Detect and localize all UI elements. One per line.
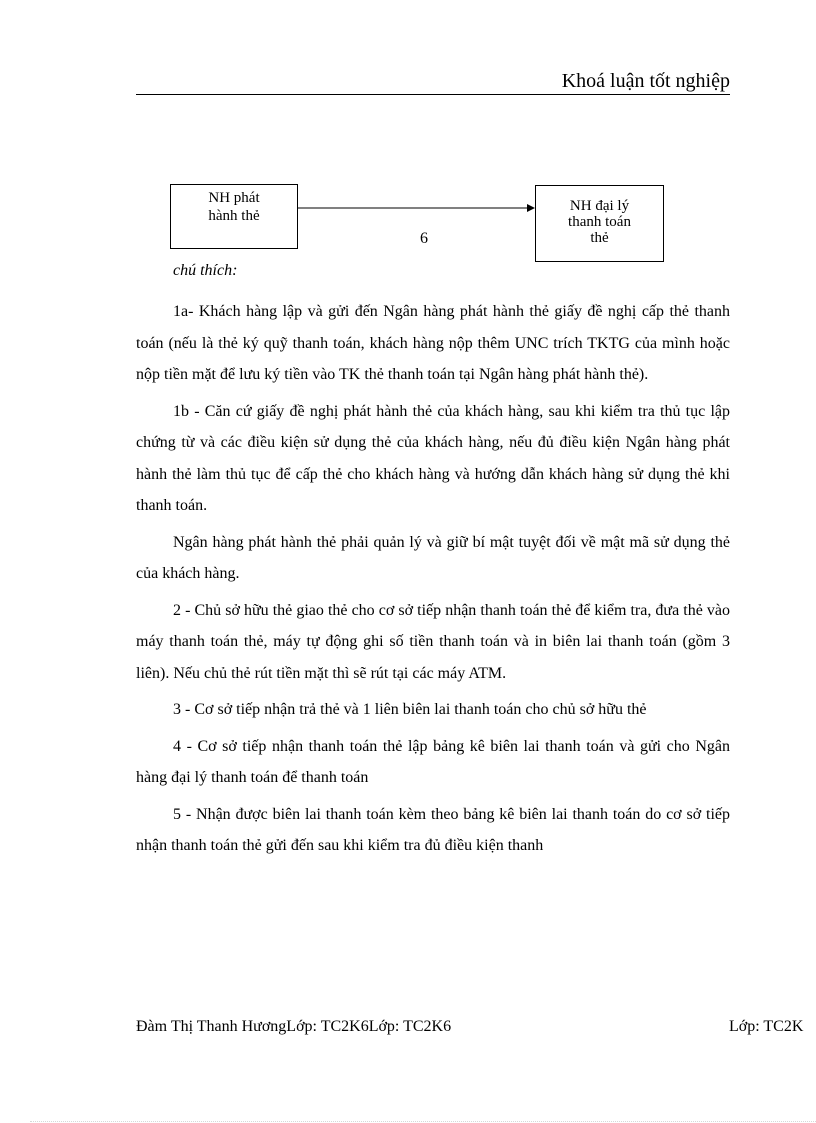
diagram-caption: chú thích: (173, 262, 238, 279)
box-agent-bank (535, 185, 664, 262)
paragraph: 3 - Cơ sở tiếp nhận trả thẻ và 1 liên biên lai thanh toán cho chủ sở hữu thẻ (173, 701, 647, 718)
flow-step-label: 6 (420, 230, 428, 247)
flow-arrow (298, 200, 538, 216)
box-issuing-bank-line2: hành thẻ (208, 208, 260, 224)
footer-author: Đàm Thị Thanh HươngLớp: TC2K6Lớp: TC2K6 (136, 1018, 452, 1035)
page-header-title: Khoá luận tốt nghiệp (561, 70, 730, 92)
header-rule (136, 94, 730, 95)
box-agent-bank-line2: thanh toán (568, 214, 631, 230)
box-issuing-bank (170, 184, 298, 249)
paragraph: 2 - Chủ sở hữu thẻ giao thẻ cho cơ sở tiếp nhận thanh toán thẻ để kiểm tra, đưa thẻ vào máy thanh toán thẻ, máy tự động ghi số tiền thanh toán và in biên lai thanh toán (gồm 3 liên). Nếu chủ thẻ rút tiền mặt thì sẽ rút tại các máy ATM. (136, 601, 730, 682)
box-agent-bank-line1: NH đại lý (569, 198, 630, 214)
paragraph: 5 - Nhận được biên lai thanh toán kèm theo bảng kê biên lai thanh toán do cơ sở tiếp nhận thanh toán thẻ gửi đến sau khi kiểm tra đủ điều kiện thanh (136, 805, 730, 854)
box-agent-bank-line3: thẻ (590, 230, 609, 246)
footer-class: Lớp: TC2K (729, 1018, 804, 1035)
flow-arrow-head (527, 204, 535, 212)
page-bottom-border (30, 1121, 816, 1122)
body-text (136, 296, 730, 867)
paragraph: 1a- Khách hàng lập và gửi đến Ngân hàng phát hành thẻ giấy đề nghị cấp thẻ thanh toán (nếu là thẻ ký quỹ thanh toán, khách hàng nộp thêm UNC trích TKTG của mình hoặc nộp tiền mặt để lưu ký tiền vào TK thẻ thanh toán tại Ngân hàng phát hành thẻ). (136, 303, 730, 383)
box-issuing-bank-line1: NH phát (208, 190, 260, 206)
paragraph: Ngân hàng phát hành thẻ phải quản lý và giữ bí mật tuyệt đối về mật mã sử dụng thẻ của khách hàng. (136, 533, 730, 582)
paragraph: 4 - Cơ sở tiếp nhận thanh toán thẻ lập bảng kê biên lai thanh toán và gửi cho Ngân hàng đại lý thanh toán để thanh toán (136, 737, 730, 786)
paragraph: 1b - Căn cứ giấy đề nghị phát hành thẻ của khách hàng, sau khi kiểm tra thủ tục lập chứng từ và các điều kiện sử dụng thẻ của khách hàng, nếu đủ điều kiện Ngân hàng phát hành thẻ làm thủ tục để cấp thẻ cho khách hàng và hướng dẫn khách hàng sử dụng thẻ khi thanh toán. (136, 402, 730, 514)
